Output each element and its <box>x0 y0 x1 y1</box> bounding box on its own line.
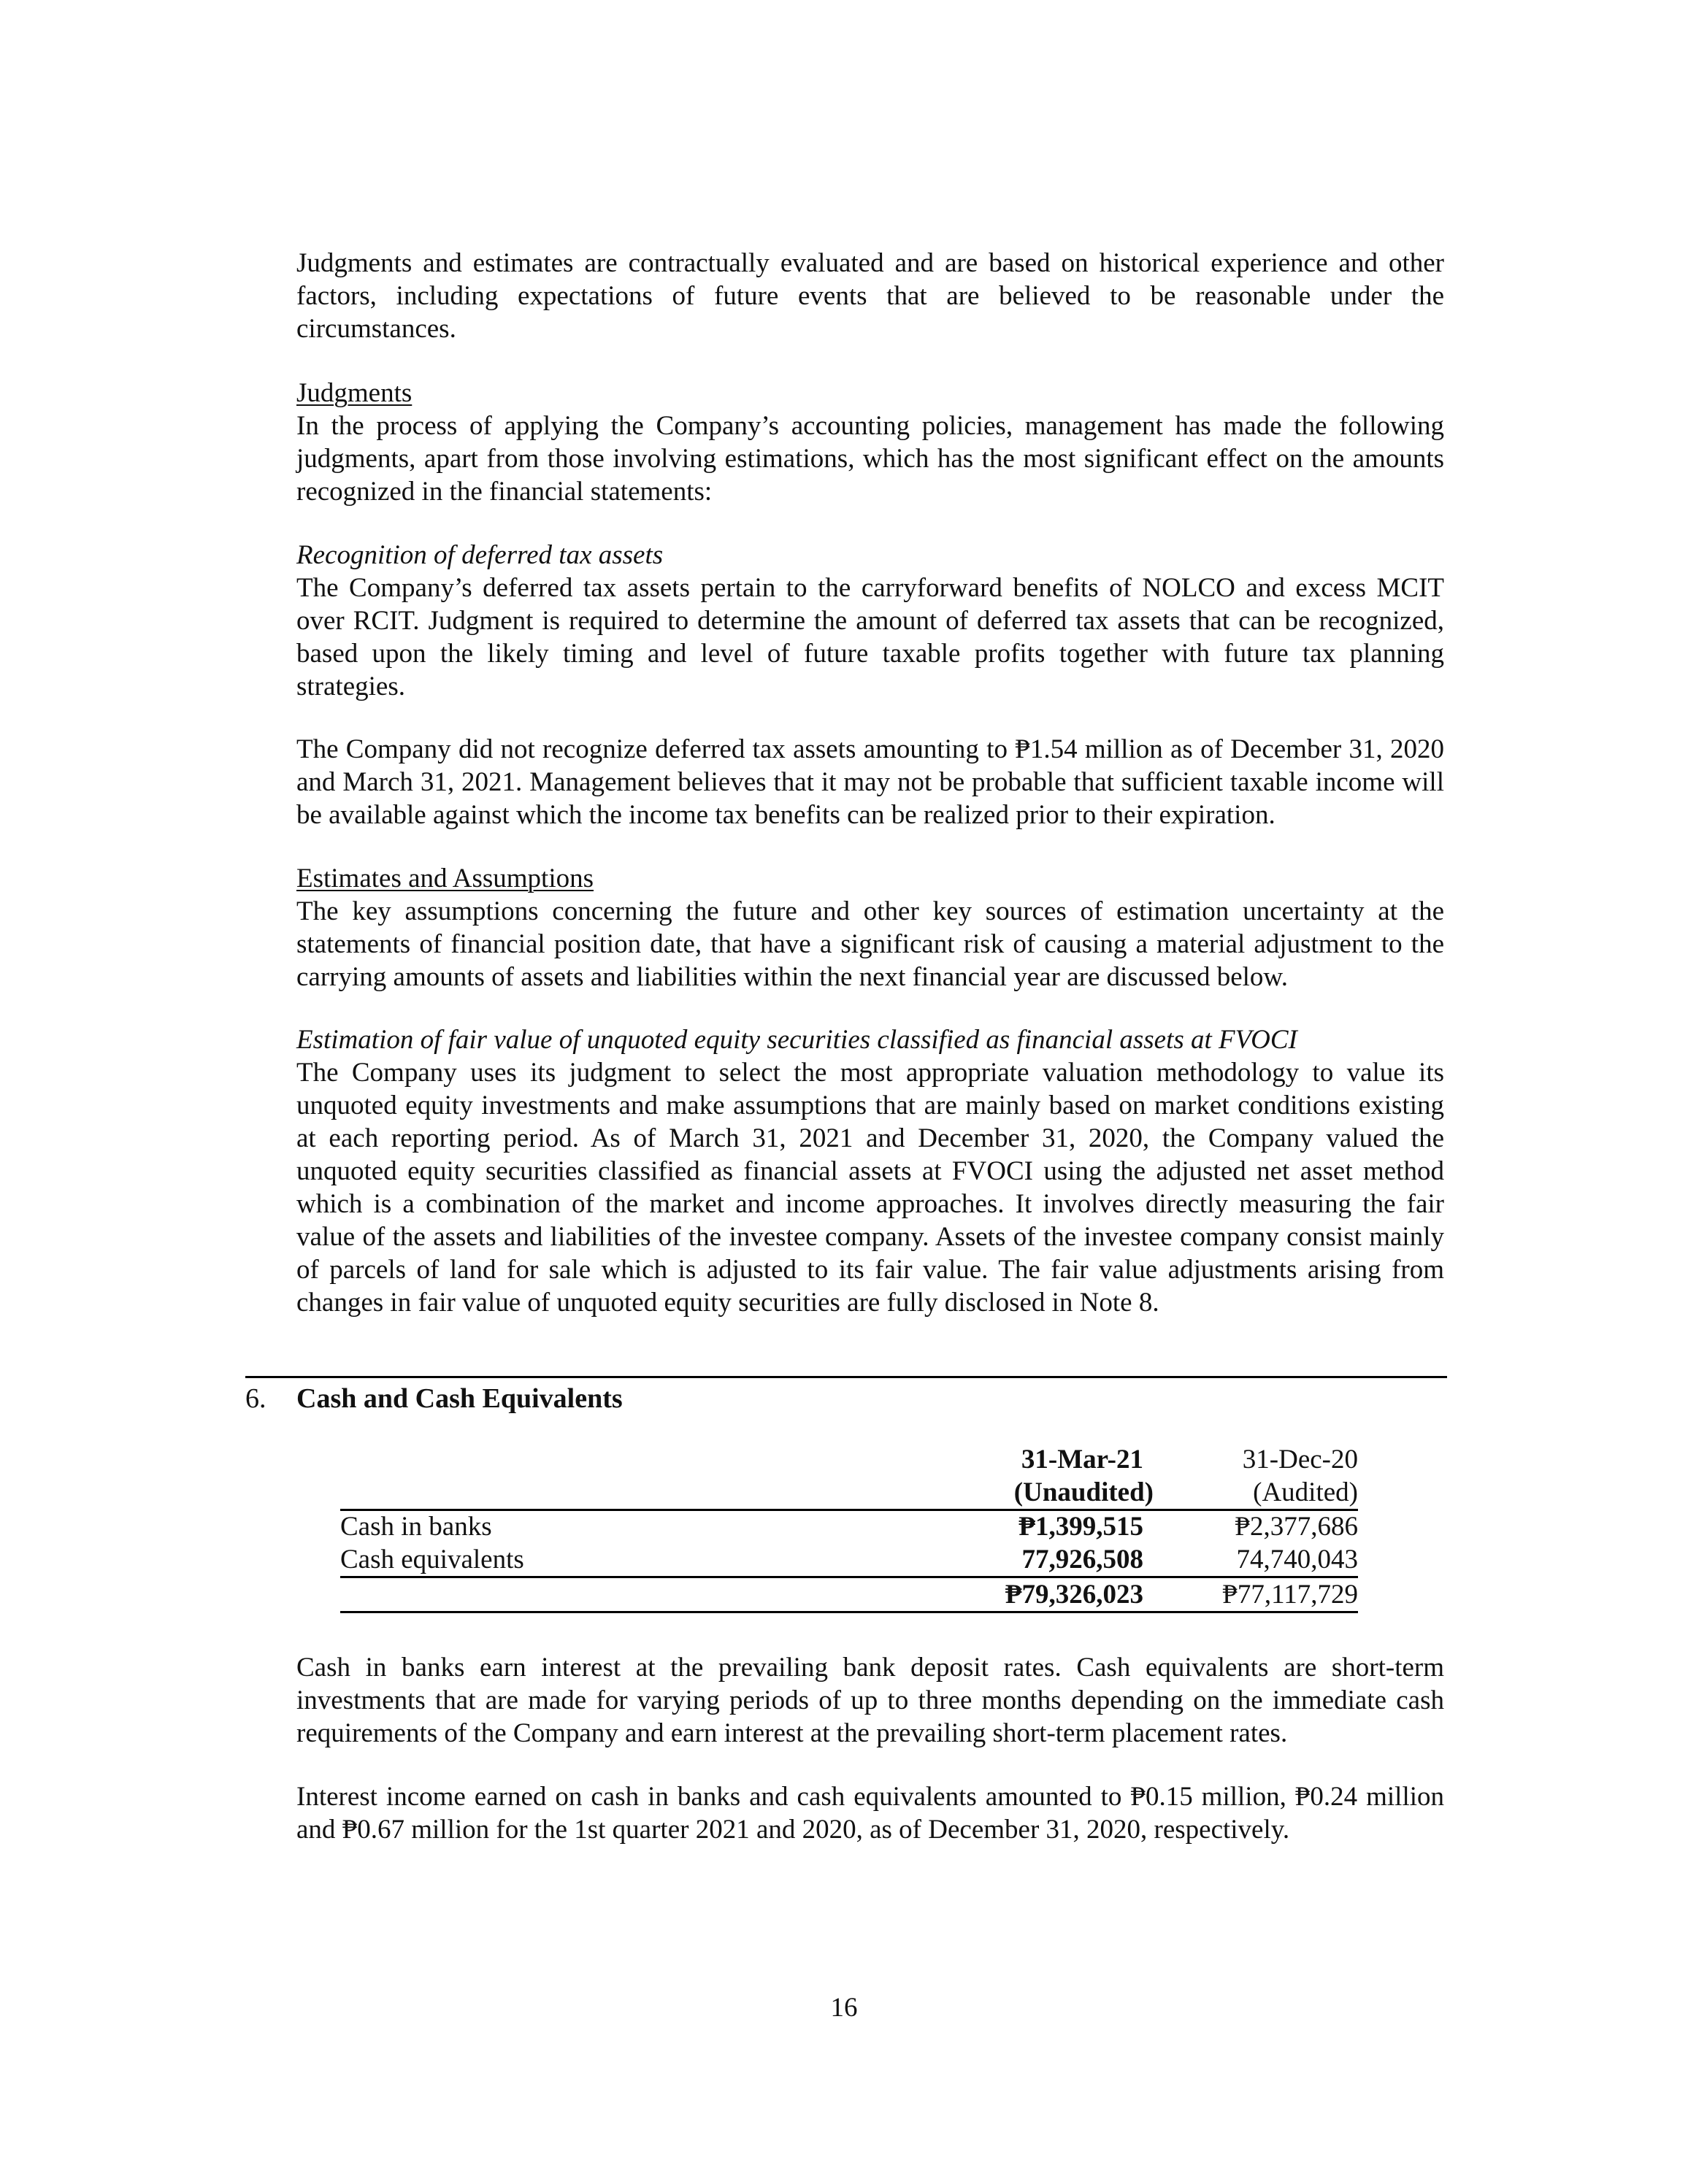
page-number: 16 <box>830 1993 858 2023</box>
cash-description-paragraph: Cash in banks earn interest at the prevailing bank deposit rates. Cash equivalents are short-term investments that are made for varying periods of up to three months depending on the immediate cash requirements of the Company and earn interest at the prevailing short-term placement rates. <box>296 1653 1444 1748</box>
row-label: Cash equivalents <box>340 1545 524 1574</box>
col1-date: 31-Mar-21 <box>1021 1445 1143 1474</box>
row-value-dec20: ₱2,377,686 <box>1235 1512 1358 1542</box>
interest-income-paragraph: Interest income earned on cash in banks and cash equivalents amounted to ₱0.15 million, ₱0.24 million and ₱0.67 million for the 1st quarter 2021 and 2020, as of December 31, 2020, respectively. <box>296 1782 1444 1845</box>
cash-table <box>340 1443 1358 1611</box>
col2-status: (Audited) <box>1253 1477 1358 1507</box>
table-row <box>340 1510 1358 1543</box>
table-row <box>340 1543 1358 1576</box>
table-header-status <box>340 1476 1358 1509</box>
judgments-paragraph: In the process of applying the Company’s accounting policies, management has made the following judgments, apart from those involving estimations, which has the most significant effect on the amounts recognized in the financial statements: <box>296 411 1444 507</box>
estimates-paragraph: The key assumptions concerning the future and other key sources of estimation uncertainty at the statements of financial position date, that have a significant risk of causing a material adjustment to the carrying amounts of assets and liabilities within the next financial year are discussed below. <box>296 896 1444 992</box>
intro-paragraph: Judgments and estimates are contractually evaluated and are based on historical experience and other factors, including expectations of future events that are believed to be reasonable under the circumstances. <box>296 248 1444 344</box>
total-dec20: ₱77,117,729 <box>1222 1580 1358 1610</box>
row-value-mar21: ₱1,399,515 <box>1018 1512 1143 1542</box>
section-title: Cash and Cash Equivalents <box>296 1383 623 1414</box>
judgments-heading: Judgments <box>296 378 413 408</box>
row-value-dec20: 74,740,043 <box>1236 1545 1358 1574</box>
col2-date: 31-Dec-20 <box>1242 1445 1358 1474</box>
section-number: 6. <box>245 1383 266 1414</box>
fvoci-heading: Estimation of fair value of unquoted equity securities classified as financial assets at FVOCI <box>296 1025 1297 1055</box>
table-header-dates <box>340 1443 1358 1476</box>
fvoci-paragraph: The Company uses its judgment to select the most appropriate valuation methodology to value its unquoted equity investments and make assumptions that are mainly based on market conditions existing at each reporting period. As of March 31, 2021 and December 31, 2020, the Company valued the unquoted equity securities classified as financial assets at FVOCI using the adjusted net asset method which is a combination of the market and income approaches. It involves directly measuring the fair value of the assets and liabilities of the investee company. Assets of the investee company consist mainly of parcels of land for sale which is adjusted to its fair value. The fair value adjustments arising from changes in fair value of unquoted equity securities are fully disclosed in Note 8. <box>296 1058 1444 1318</box>
row-label: Cash in banks <box>340 1512 492 1542</box>
deferred-tax-recognition-paragraph: The Company did not recognize deferred tax assets amounting to ₱1.54 million as of December 31, 2020 and March 31, 2021. Management believes that it may not be probable that sufficient taxable income will be available against which the income tax benefits can be realized prior to their expiration. <box>296 734 1444 830</box>
section-divider <box>245 1376 1447 1378</box>
deferred-tax-paragraph: The Company’s deferred tax assets pertain to the carryforward benefits of NOLCO and excess MCIT over RCIT. Judgment is required to determine the amount of deferred tax assets that can be recognized, based upon the likely timing and level of future taxable profits together with future tax planning strategies. <box>296 573 1444 701</box>
deferred-tax-heading: Recognition of deferred tax assets <box>296 540 664 570</box>
row-value-mar21: 77,926,508 <box>1021 1545 1143 1574</box>
estimates-heading: Estimates and Assumptions <box>296 864 594 893</box>
table-total-row <box>340 1578 1358 1611</box>
col1-status: (Unaudited) <box>1013 1477 1154 1507</box>
total-mar21: ₱79,326,023 <box>1005 1580 1143 1610</box>
table-total-rule <box>340 1611 1358 1613</box>
